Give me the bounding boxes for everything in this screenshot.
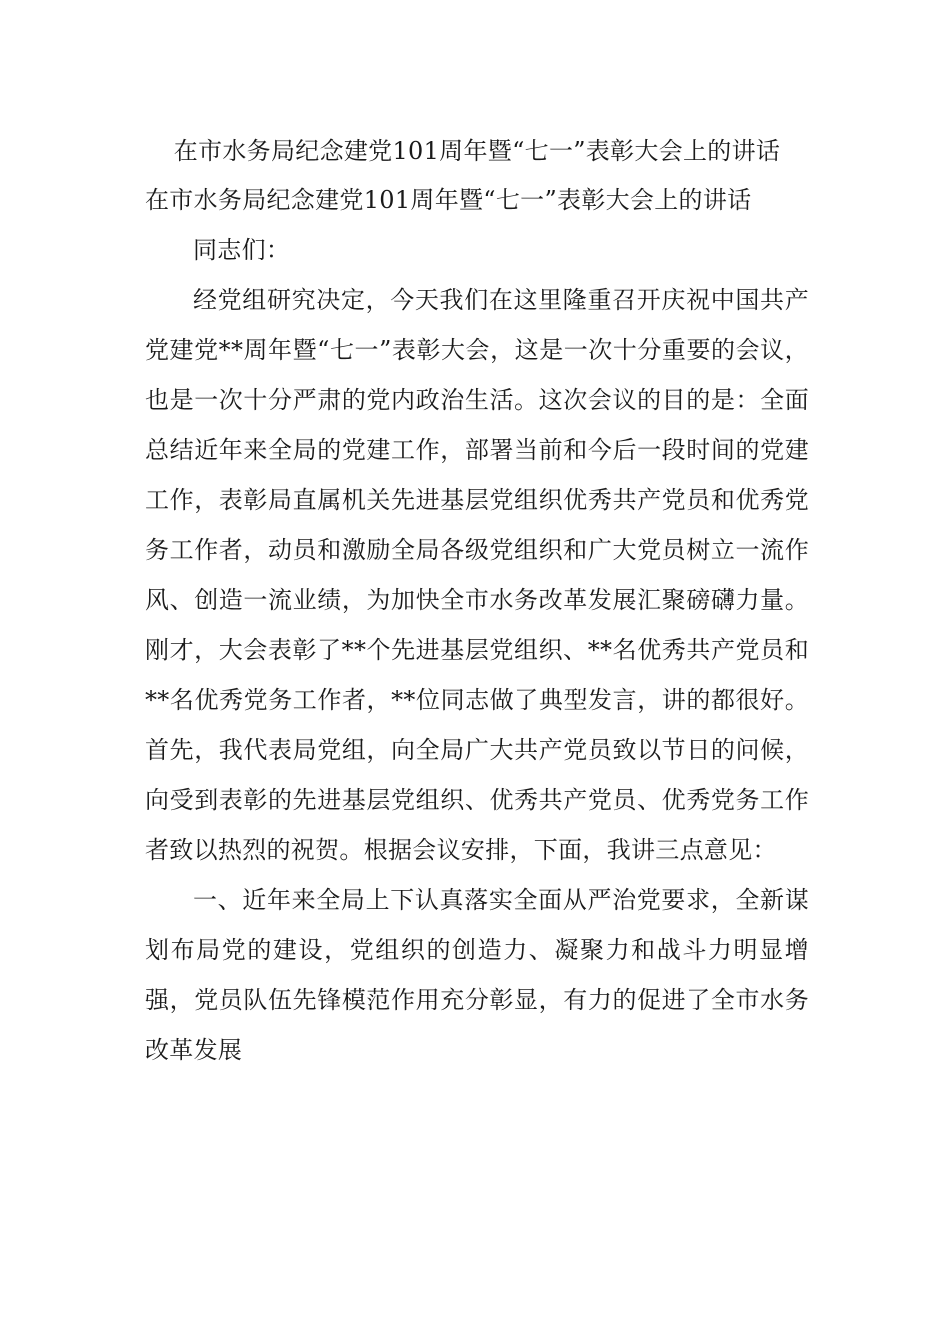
body-paragraph-section-one: 一、近年来全局上下认真落实全面从严治党要求，全新谋划布局党的建设，党组织的创造力、凝聚力和战斗力明显增强，党员队伍先锋模范作用充分彰显，有力的促进了全市水务改革发展	[145, 886, 809, 1064]
document-subtitle: 在市水务局纪念建党101周年暨“七一”表彰大会上的讲话	[145, 186, 752, 214]
body-paragraph-intro: 经党组研究决定，今天我们在这里隆重召开庆祝中国共产党建党**周年暨“七一”表彰大会，这是一次十分重要的会议，也是一次十分严肃的党内政治生活。这次会议的目的是：全面总结近年来全局的党建工作，部署当前和今后一段时间的党建工作，表彰局直属机关先进基层党组织优秀共产党员和优秀党务工作者，动员和激励全局各级党组织和广大党员树立一流作风、创造一流业绩，为加快全市水务改革发展汇聚磅礴力量。刚才，大会表彰了**个先进基层党组织、**名优秀共产党员和**名优秀党务工作者，**位同志做了典型发言，讲的都很好。首先，我代表局党组，向全局广大共产党员致以节日的问候，向受到表彰的先进基层党组织、优秀共产党员、优秀党务工作者致以热烈的祝贺。根据会议安排，下面，我讲三点意见：	[145, 286, 809, 864]
document-title: 在市水务局纪念建党101周年暨“七一”表彰大会上的讲话	[173, 137, 781, 165]
document-page	[145, 128, 809, 1075]
salutation: 同志们：	[193, 236, 291, 264]
